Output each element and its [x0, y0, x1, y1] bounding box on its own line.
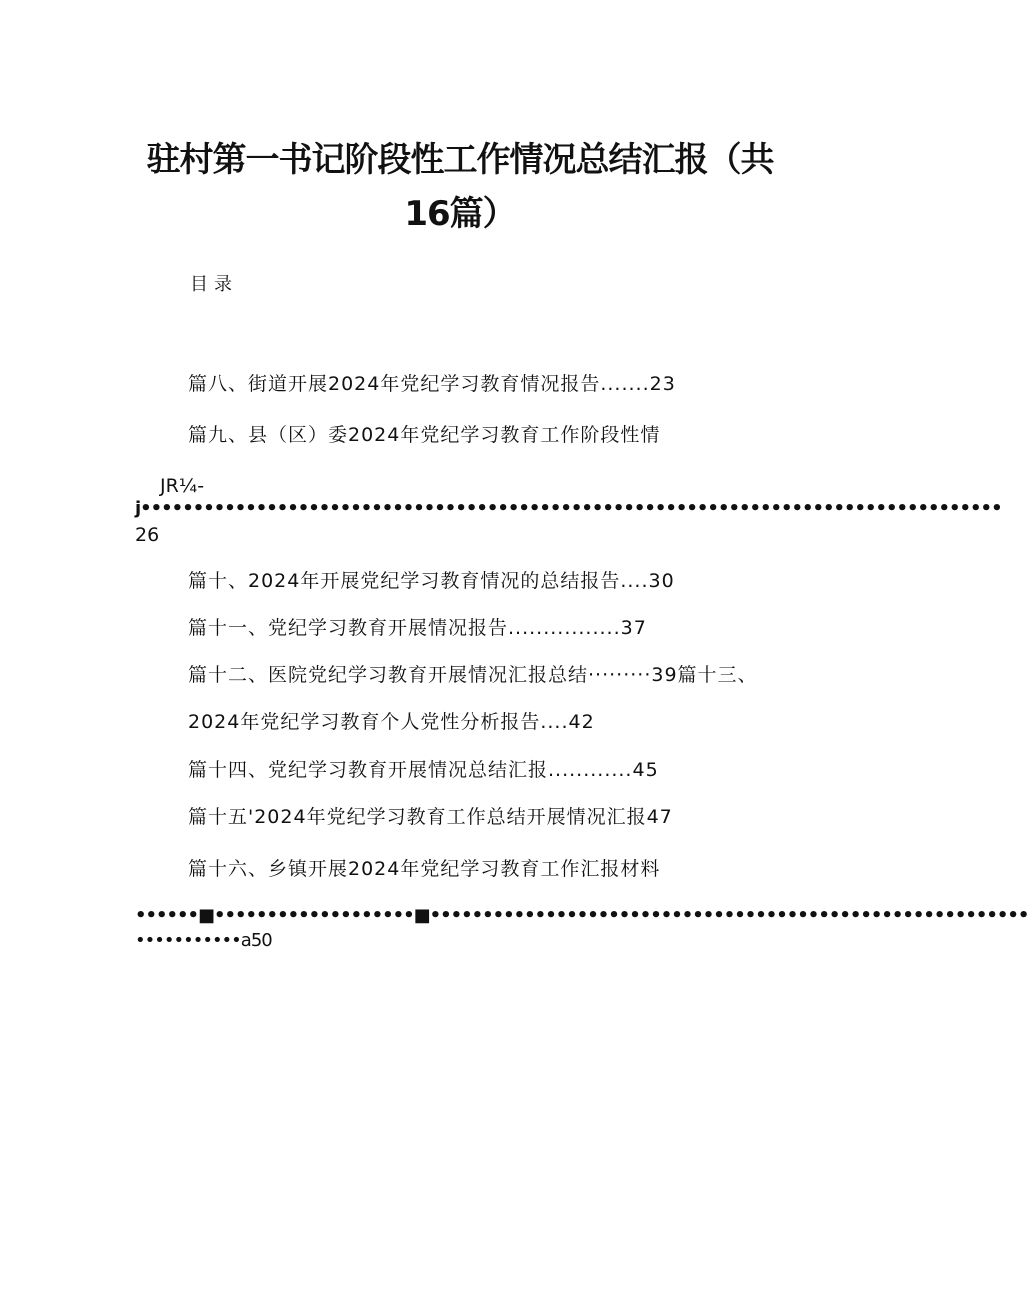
toc-entry-9-line-1[interactable]: 篇九、县（区）委2024年党纪学习教育工作阶段性情 — [188, 424, 661, 446]
toc-entry-13-continued[interactable]: 2024年党纪学习教育个人党性分析报告....42 — [188, 711, 595, 733]
toc-entry-11[interactable]: 篇十一、党纪学习教育开展情况报告................37 — [188, 617, 647, 639]
document-title-line-2: 16篇） — [404, 194, 516, 234]
toc-heading: 目录 — [190, 274, 238, 295]
toc-entry-8[interactable]: 篇八、街道开展2024年党纪学习教育情况报告.......23 — [188, 373, 676, 395]
toc-entry-16-leader-dots: ••••••■•••••••••••••••••••■••••••••••••••••••••••••••••••••••••••••••••••••••••••••• — [135, 905, 1028, 926]
toc-entry-15[interactable]: 篇十五'2024年党纪学习教育工作总结开展情况汇报47 — [188, 806, 673, 828]
toc-entry-14[interactable]: 篇十四、党纪学习教育开展情况总结汇报............45 — [188, 759, 659, 781]
toc-entry-9-page-number[interactable]: 26 — [135, 524, 160, 546]
toc-entry-16-line-1[interactable]: 篇十六、乡镇开展2024年党纪学习教育工作汇报材料 — [188, 858, 661, 880]
toc-entry-12-13[interactable]: 篇十二、医院党纪学习教育开展情况汇报总结·········39篇十三、 — [188, 664, 758, 686]
toc-entry-10[interactable]: 篇十、2024年开展党纪学习教育情况的总结报告....30 — [188, 570, 675, 592]
document-title-line-1: 驻村第一书记阶段性工作情况总结汇报（共 — [146, 140, 774, 180]
toc-entry-16-page-number[interactable]: •••••••••••a50 — [135, 930, 272, 951]
toc-entry-9-garbled-text: JR¼- — [160, 475, 205, 497]
toc-entry-9-leader-dots: j•••••••••••••••••••••••••••••••••••••••••••••••••••••••••••••••••••••••••••••••••• — [135, 498, 1002, 519]
